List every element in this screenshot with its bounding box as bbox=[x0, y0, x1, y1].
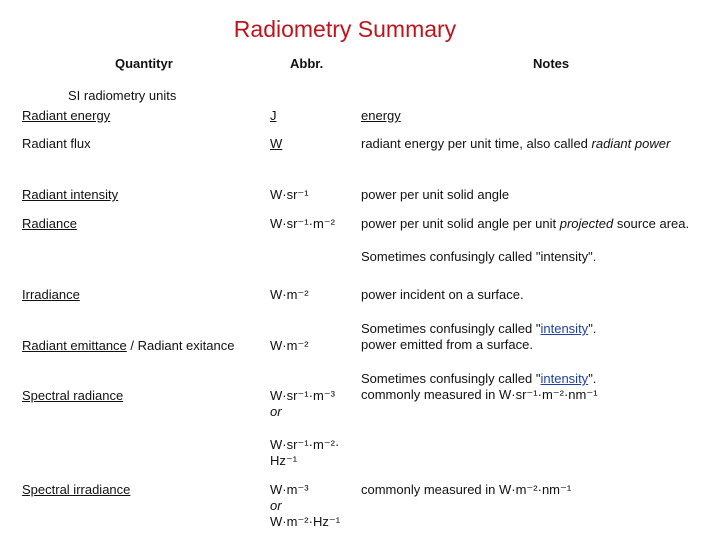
intensity-link[interactable]: intensity bbox=[540, 321, 589, 336]
abbr-line-1: W·sr⁻¹·m⁻³ bbox=[270, 388, 335, 403]
abbr-line-1: W·sr⁻¹·m⁻²· bbox=[270, 437, 340, 452]
abbr-line-3: W·m⁻²·Hz⁻¹ bbox=[270, 514, 341, 529]
notes-text: radiant energy per unit time, also called bbox=[361, 136, 592, 151]
quantity-radiance[interactable]: Radiance bbox=[22, 216, 77, 231]
abbr-radiant-flux[interactable]: W bbox=[270, 136, 283, 151]
notes-emphasis: projected bbox=[559, 216, 614, 231]
notes-line-2: commonly measured in W·sr⁻¹·m⁻²·nm⁻¹ bbox=[361, 387, 598, 402]
notes-radiant-intensity: power per unit solid angle bbox=[361, 187, 510, 202]
notes-radiance-extra: Sometimes confusingly called "intensity". bbox=[361, 249, 597, 264]
quantity-radiant-emittance bbox=[22, 338, 234, 354]
notes-radiant-emittance bbox=[361, 321, 596, 353]
quantity-radiant-intensity[interactable]: Radiant intensity bbox=[22, 187, 119, 202]
abbr-or bbox=[270, 498, 340, 514]
quantity-irradiance[interactable]: Irradiance bbox=[22, 287, 80, 302]
header-quantity: Quantityr bbox=[115, 56, 173, 71]
notes-line-1 bbox=[361, 321, 596, 337]
quantity-radiant-energy[interactable]: Radiant energy bbox=[22, 108, 111, 123]
notes-text: power per unit solid angle per unit bbox=[361, 216, 560, 231]
header-abbr: Abbr. bbox=[290, 56, 324, 71]
notes-emphasis: radiant power bbox=[591, 136, 671, 151]
abbr-radiant-energy[interactable]: J bbox=[270, 108, 277, 123]
page-title: Radiometry Summary bbox=[233, 16, 457, 42]
header-notes: Notes bbox=[533, 56, 570, 71]
notes-line-1 bbox=[361, 371, 598, 387]
abbr-line-2: Hz⁻¹ bbox=[270, 453, 298, 468]
notes-text-end: ". bbox=[588, 321, 597, 336]
abbr-radiance: W·sr⁻¹·m⁻² bbox=[270, 216, 335, 231]
notes-spectral-radiance bbox=[361, 371, 598, 403]
notes-radiance bbox=[361, 216, 689, 232]
intensity-link[interactable]: intensity bbox=[540, 371, 589, 386]
notes-text-end: source area. bbox=[613, 216, 690, 231]
notes-text-end: ". bbox=[588, 371, 597, 386]
abbr-radiant-intensity: W·sr⁻¹ bbox=[270, 187, 309, 202]
radiant-emittance-link[interactable]: Radiant emittance bbox=[22, 338, 127, 353]
radiant-exitance-label: / Radiant exitance bbox=[126, 338, 235, 353]
notes-text: Sometimes confusingly called " bbox=[361, 371, 541, 386]
notes-radiant-energy[interactable]: energy bbox=[361, 108, 401, 123]
abbr-spectral-radiance bbox=[270, 388, 335, 420]
or-text: or bbox=[270, 498, 282, 513]
abbr-line-1: W·m⁻³ bbox=[270, 482, 309, 497]
quantity-radiant-flux: Radiant flux bbox=[22, 136, 91, 151]
notes-text: Sometimes confusingly called " bbox=[361, 321, 541, 336]
quantity-spectral-irradiance[interactable]: Spectral irradiance bbox=[22, 482, 131, 497]
abbr-spectral-radiance-hz bbox=[270, 437, 339, 469]
abbr-radiant-emittance: W·m⁻² bbox=[270, 338, 309, 353]
notes-spectral-irradiance: commonly measured in W·m⁻²·nm⁻¹ bbox=[361, 482, 572, 497]
notes-irradiance: power incident on a surface. bbox=[361, 287, 524, 302]
quantity-spectral-radiance[interactable]: Spectral radiance bbox=[22, 388, 124, 403]
section-heading: SI radiometry units bbox=[68, 88, 177, 103]
abbr-or bbox=[270, 404, 335, 420]
abbr-irradiance: W·m⁻² bbox=[270, 287, 309, 302]
notes-line-2: power emitted from a surface. bbox=[361, 337, 533, 352]
or-text: or bbox=[270, 404, 282, 419]
notes-radiant-flux bbox=[361, 136, 670, 152]
abbr-spectral-irradiance bbox=[270, 482, 340, 530]
